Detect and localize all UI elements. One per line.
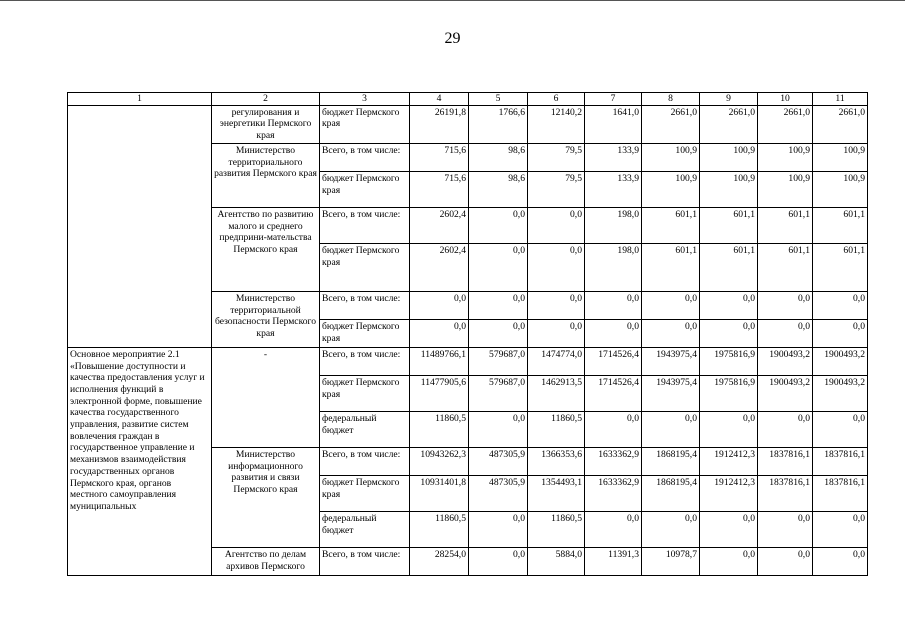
value-cell: 11477905,6	[410, 375, 469, 411]
column-header: 8	[642, 93, 700, 106]
column-header: 11	[813, 93, 868, 106]
value-cell: 11860,5	[410, 511, 469, 547]
value-cell: 11860,5	[528, 511, 585, 547]
value-cell: 1714526,4	[585, 375, 642, 411]
value-cell: 1900493,2	[813, 347, 868, 375]
value-cell: 100,9	[642, 143, 700, 171]
value-cell: 1900493,2	[758, 347, 813, 375]
value-cell: 1975816,9	[700, 375, 758, 411]
org-cell: Министерство территориальной безопасности Пермского края	[212, 291, 320, 347]
value-cell: 0,0	[585, 319, 642, 347]
value-cell: 133,9	[585, 143, 642, 171]
value-cell: 1975816,9	[700, 347, 758, 375]
value-cell: 0,0	[410, 319, 469, 347]
funding-source-cell: бюджет Пермского края	[320, 243, 410, 291]
value-cell: 100,9	[700, 171, 758, 207]
funding-source-cell: Всего, в том числе:	[320, 207, 410, 243]
value-cell: 198,0	[585, 207, 642, 243]
value-cell: 0,0	[758, 291, 813, 319]
funding-source-cell: Всего, в том числе:	[320, 347, 410, 375]
value-cell: 2661,0	[758, 105, 813, 143]
funding-source-cell: бюджет Пермского края	[320, 375, 410, 411]
value-cell: 2661,0	[642, 105, 700, 143]
value-cell: 0,0	[585, 511, 642, 547]
funding-source-cell: бюджет Пермского края	[320, 319, 410, 347]
value-cell: 2602,4	[410, 207, 469, 243]
funding-source-cell: федеральный бюджет	[320, 511, 410, 547]
value-cell: 0,0	[700, 319, 758, 347]
funding-source-cell: Всего, в том числе:	[320, 291, 410, 319]
value-cell: 601,1	[700, 243, 758, 291]
value-cell: 0,0	[758, 411, 813, 447]
value-cell: 2602,4	[410, 243, 469, 291]
value-cell: 601,1	[700, 207, 758, 243]
value-cell: 0,0	[528, 319, 585, 347]
column-header: 4	[410, 93, 469, 106]
value-cell: 2661,0	[813, 105, 868, 143]
value-cell: 1714526,4	[585, 347, 642, 375]
value-cell: 1633362,9	[585, 447, 642, 475]
value-cell: 1474774,0	[528, 347, 585, 375]
funding-source-cell: Всего, в том числе:	[320, 547, 410, 575]
value-cell: 10978,7	[642, 547, 700, 575]
value-cell: 0,0	[813, 291, 868, 319]
value-cell: 601,1	[642, 243, 700, 291]
value-cell: 1641,0	[585, 105, 642, 143]
funding-source-cell: федеральный бюджет	[320, 411, 410, 447]
value-cell: 11860,5	[528, 411, 585, 447]
value-cell: 601,1	[642, 207, 700, 243]
column-header: 7	[585, 93, 642, 106]
value-cell: 0,0	[700, 291, 758, 319]
table-row	[68, 347, 868, 375]
org-cell: -	[212, 347, 320, 447]
funding-source-cell: бюджет Пермского края	[320, 105, 410, 143]
value-cell: 100,9	[758, 143, 813, 171]
value-cell: 1366353,6	[528, 447, 585, 475]
value-cell: 0,0	[469, 547, 528, 575]
value-cell: 715,6	[410, 171, 469, 207]
value-cell: 10943262,3	[410, 447, 469, 475]
value-cell: 1766,6	[469, 105, 528, 143]
value-cell: 98,6	[469, 171, 528, 207]
table-row	[68, 105, 868, 143]
column-header: 1	[68, 93, 212, 106]
value-cell: 1943975,4	[642, 347, 700, 375]
value-cell: 1837816,1	[758, 447, 813, 475]
value-cell: 26191,8	[410, 105, 469, 143]
value-cell: 0,0	[813, 547, 868, 575]
value-cell: 715,6	[410, 143, 469, 171]
org-cell: Агентство по делам архивов Пермского	[212, 547, 320, 575]
value-cell: 0,0	[642, 319, 700, 347]
value-cell: 0,0	[813, 319, 868, 347]
value-cell: 1900493,2	[758, 375, 813, 411]
budget-table	[67, 92, 868, 576]
org-cell: Министерство информационного развития и связи Пермского края	[212, 447, 320, 547]
column-header: 6	[528, 93, 585, 106]
value-cell: 11860,5	[410, 411, 469, 447]
value-cell: 2661,0	[700, 105, 758, 143]
column-header: 10	[758, 93, 813, 106]
value-cell: 487305,9	[469, 475, 528, 511]
value-cell: 198,0	[585, 243, 642, 291]
page-top-edge	[0, 0, 905, 1]
funding-source-cell: бюджет Пермского края	[320, 171, 410, 207]
value-cell: 0,0	[642, 511, 700, 547]
value-cell: 100,9	[700, 143, 758, 171]
value-cell: 0,0	[528, 207, 585, 243]
value-cell: 0,0	[813, 411, 868, 447]
funding-source-cell: Всего, в том числе:	[320, 447, 410, 475]
value-cell: 0,0	[700, 547, 758, 575]
column-number-header-row	[68, 93, 868, 106]
value-cell: 0,0	[469, 291, 528, 319]
value-cell: 1462913,5	[528, 375, 585, 411]
value-cell: 0,0	[528, 291, 585, 319]
value-cell: 1837816,1	[813, 475, 868, 511]
value-cell: 0,0	[410, 291, 469, 319]
org-cell: регулирования и энергетики Пермского края	[212, 105, 320, 143]
value-cell: 601,1	[813, 243, 868, 291]
value-cell: 1868195,4	[642, 447, 700, 475]
page-number: 29	[444, 30, 461, 47]
value-cell: 579687,0	[469, 347, 528, 375]
value-cell: 0,0	[700, 511, 758, 547]
value-cell: 12140,2	[528, 105, 585, 143]
column-header: 9	[700, 93, 758, 106]
column-header: 2	[212, 93, 320, 106]
value-cell: 601,1	[758, 243, 813, 291]
value-cell: 0,0	[528, 243, 585, 291]
value-cell: 11391,3	[585, 547, 642, 575]
value-cell: 0,0	[758, 547, 813, 575]
value-cell: 0,0	[642, 411, 700, 447]
org-cell: Министерство территориального развития Пермского края	[212, 143, 320, 207]
value-cell: 1837816,1	[758, 475, 813, 511]
value-cell: 1900493,2	[813, 375, 868, 411]
value-cell: 28254,0	[410, 547, 469, 575]
value-cell: 601,1	[813, 207, 868, 243]
value-cell: 1633362,9	[585, 475, 642, 511]
value-cell: 100,9	[813, 143, 868, 171]
value-cell: 601,1	[758, 207, 813, 243]
value-cell: 0,0	[469, 511, 528, 547]
column-header: 5	[469, 93, 528, 106]
value-cell: 0,0	[758, 319, 813, 347]
funding-source-cell: Всего, в том числе:	[320, 143, 410, 171]
value-cell: 100,9	[758, 171, 813, 207]
value-cell: 0,0	[469, 207, 528, 243]
value-cell: 0,0	[813, 511, 868, 547]
value-cell: 100,9	[813, 171, 868, 207]
value-cell: 0,0	[585, 411, 642, 447]
value-cell: 79,5	[528, 171, 585, 207]
value-cell: 1868195,4	[642, 475, 700, 511]
value-cell: 579687,0	[469, 375, 528, 411]
program-cell-empty	[68, 105, 212, 347]
value-cell: 0,0	[758, 511, 813, 547]
value-cell: 0,0	[469, 411, 528, 447]
value-cell: 1837816,1	[813, 447, 868, 475]
column-header: 3	[320, 93, 410, 106]
main-activity-cell: Основное мероприятие 2.1 «Повышение доступности и качества предоставления услуг и исполнения функций в электронной форме, повышение качества государственного управления, развитие систем вовлечения граждан в государственное управление и механизмов взаимодействия государственных органов Пермского края, органов местного самоуправления муниципальных	[68, 347, 212, 575]
value-cell: 0,0	[700, 411, 758, 447]
value-cell: 1912412,3	[700, 475, 758, 511]
value-cell: 0,0	[642, 291, 700, 319]
value-cell: 10931401,8	[410, 475, 469, 511]
value-cell: 98,6	[469, 143, 528, 171]
org-cell: Агентство по развитию малого и среднего предприни-мательства Пермского края	[212, 207, 320, 291]
value-cell: 1943975,4	[642, 375, 700, 411]
funding-source-cell: бюджет Пермского края	[320, 475, 410, 511]
value-cell: 133,9	[585, 171, 642, 207]
value-cell: 11489766,1	[410, 347, 469, 375]
value-cell: 1354493,1	[528, 475, 585, 511]
value-cell: 79,5	[528, 143, 585, 171]
value-cell: 487305,9	[469, 447, 528, 475]
value-cell: 0,0	[585, 291, 642, 319]
value-cell: 0,0	[469, 319, 528, 347]
value-cell: 0,0	[469, 243, 528, 291]
value-cell: 100,9	[642, 171, 700, 207]
value-cell: 5884,0	[528, 547, 585, 575]
value-cell: 1912412,3	[700, 447, 758, 475]
